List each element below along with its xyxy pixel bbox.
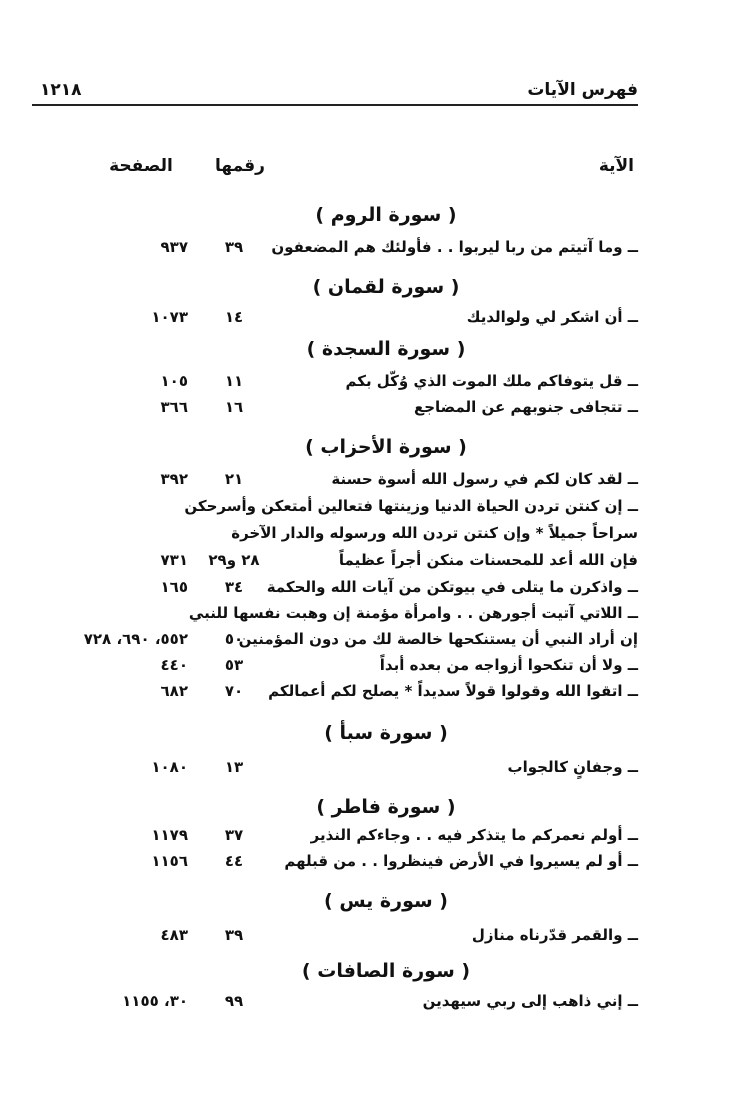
verse-text: ــ تتجافى جنوبهم عن المضاجع [413,398,638,416]
index-entry [0,398,742,424]
verse-text: ــ والقمر قدّرناه منازل [471,926,638,944]
index-entry [0,852,742,878]
running-title: فهرس الآيات [527,80,638,100]
column-header-page: الصفحة [109,156,173,176]
verse-number: ١٣ [224,758,244,776]
verse-number: ٩٩ [224,992,244,1010]
page-ref: ٤٤٠ [160,656,188,674]
page-ref: ٣٩٢ [160,470,188,488]
verse-text: ــ إن كنتن تردن الحياة الدنيا وزينتها فتعالين أمتعكن وأسرحكن [184,497,638,515]
verse-number: ٢٨ و٢٩ [208,551,260,569]
index-entry [0,926,742,952]
verse-text: ــ وجفانٍ كالجواب [507,758,638,776]
surah-heading: ( سورة السجدة ) [306,338,466,360]
index-entry [0,682,742,708]
index-entry [0,826,742,852]
verse-text: إن أراد النبي أن يستنكحها خالصة لك من دون المؤمنين [238,630,638,648]
surah-heading: ( سورة لقمان ) [312,276,460,298]
verse-number: ٥٣ [224,656,244,674]
verse-text: ــ أولم نعمركم ما يتذكر فيه . . وجاءكم النذير [310,826,638,844]
index-entry [0,308,742,334]
page-ref: ٥٥٢، ٦٩٠، ٧٢٨ [83,630,188,648]
surah-heading: ( سورة الأحزاب ) [305,436,467,458]
verse-number: ٣٤ [224,578,244,596]
index-entry-continuation [0,551,742,577]
verse-number: ٢١ [224,470,244,488]
verse-text: ــ أو لم يسيروا في الأرض فينظروا . . من قبلهم [284,852,638,870]
page-ref: ١٠٧٣ [151,308,188,326]
verse-number: ٧٠ [224,682,244,700]
page-ref: ١٦٥ [160,578,188,596]
column-header-number: رقمها [215,156,265,176]
page-ref: ١١٧٩ [151,826,188,844]
page-ref: ٩٣٧ [160,238,188,256]
verse-text: ــ وما آتيتم من ربا ليربوا . . فأولئك هم المضعفون [271,238,638,256]
verse-text: ــ قل يتوفاكم ملك الموت الذي وُكّل بكم [345,372,638,390]
index-entry [0,497,742,523]
verse-number: ٥٠ [224,630,244,648]
page-ref: ١٠٨٠ [151,758,188,776]
page-ref: ٣٦٦ [160,398,188,416]
verse-text: ــ ولا أن تنكحوا أزواجه من بعده أبداً [379,656,638,674]
verse-number: ٣٩ [224,926,244,944]
page-ref: ٧٣١ [160,551,188,569]
index-entry [0,604,742,630]
verse-text: فإن الله أعد للمحسنات منكن أجراً عظيماً [338,551,638,569]
page-ref: ١٠٥ [160,372,188,390]
index-entry [0,372,742,398]
verse-text: ــ إني ذاهب إلى ربي سيهدين [422,992,638,1010]
verse-text: ــ أن اشكر لي ولوالديك [466,308,638,326]
page-header [0,0,742,110]
verse-number: ٤٤ [224,852,244,870]
surah-heading: ( سورة الصافات ) [301,960,471,982]
page-number: ١٢١٨ [40,80,82,100]
verse-number: ١٦ [224,398,244,416]
column-header-verse: الآية [598,156,634,176]
surah-heading: ( سورة فاطر ) [316,796,456,818]
page-ref: ٣٠، ١١٥٥ [122,992,188,1010]
verse-text: ــ لقد كان لكم في رسول الله أسوة حسنة [331,470,638,488]
index-entry [0,470,742,496]
index-entry [0,758,742,784]
verse-text: ــ واذكرن ما يتلى في بيوتكن من آيات الله والحكمة [266,578,638,596]
index-entry [0,656,742,682]
verse-text: ــ اتقوا الله وقولوا قولاً سديداً * يصلح لكم أعمالكم [268,682,638,700]
verse-number: ١١ [224,372,244,390]
verse-number: ٣٩ [224,238,244,256]
page-ref: ٤٨٣ [160,926,188,944]
page-ref: ١١٥٦ [151,852,188,870]
page-ref: ٦٨٢ [160,682,188,700]
index-entry-continuation [0,524,742,550]
verse-text: ــ اللاتي آتيت أجورهن . . وامرأة مؤمنة إن وهبت نفسها للنبي [188,604,638,622]
verse-number: ٣٧ [224,826,244,844]
surah-heading: ( سورة يس ) [324,890,448,912]
verse-text: سراحاً جميلاً * وإن كنتن تردن الله ورسوله والدار الآخرة [231,524,638,542]
index-entry [0,238,742,264]
surah-heading: ( سورة سبأ ) [324,722,448,744]
index-entry-continuation [0,630,742,656]
surah-heading: ( سورة الروم ) [315,204,457,226]
header-rule [32,104,638,106]
index-entry [0,992,742,1018]
index-entry [0,578,742,604]
verse-number: ١٤ [224,308,244,326]
